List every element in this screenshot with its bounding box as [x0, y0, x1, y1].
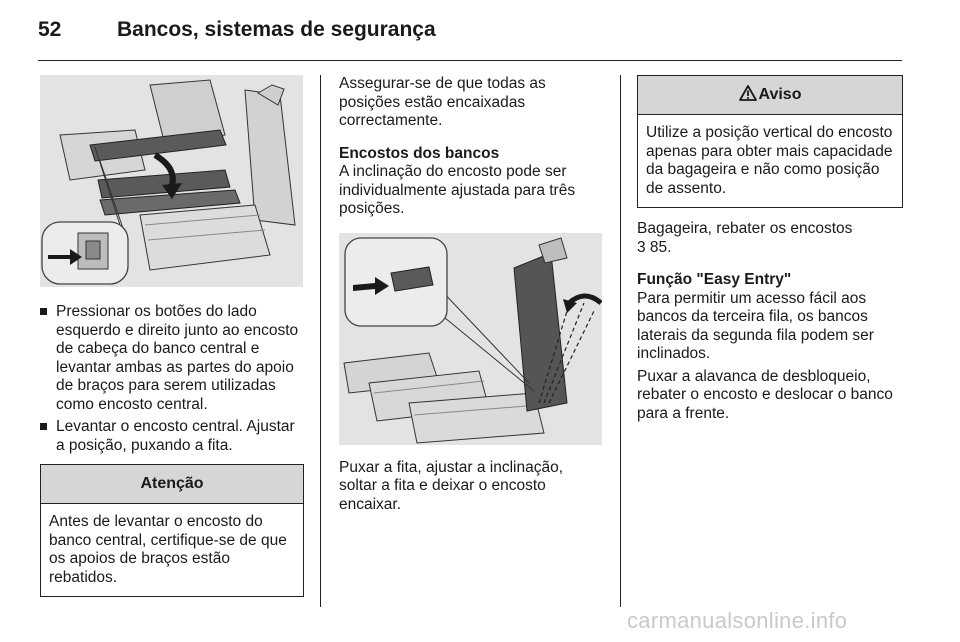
column-middle	[339, 75, 603, 514]
luggage-reference: Bagageira, rebater os encostos 3 85.	[637, 220, 853, 256]
warning-notice-header	[638, 76, 902, 115]
page-number: 52	[38, 18, 62, 41]
list-item: Pressionar os botões do lado esquerdo e direito junto ao encosto de cabeça do banco central e levantar ambas as partes do apoio de braços para serem utilizadas como encosto central.	[40, 303, 304, 414]
column-divider	[620, 75, 621, 607]
easy-entry-paragraph: Para permitir um acesso fácil aos bancos da terceira fila, os bancos laterais da segunda fila podem ser inclinados.	[637, 289, 874, 362]
warning-notice-title: Aviso	[758, 86, 802, 103]
figure-caption: Puxar a fita, ajustar a inclinação, soltar a fita e deixar o encosto encaixar.	[339, 458, 564, 513]
bullet-square-icon	[40, 423, 47, 430]
watermark: carmanualsonline.info	[627, 608, 848, 633]
attention-notice-body: Antes de levantar o encosto do banco central, certifique-se de que os apoios de braços estão rebatidos.	[49, 513, 287, 586]
attention-notice-title: Atenção	[41, 465, 303, 504]
page-reference-link[interactable]: 3 85.	[637, 238, 672, 256]
page-title: Bancos, sistemas de segurança	[117, 18, 436, 41]
header-divider	[38, 60, 902, 61]
attention-notice	[40, 464, 304, 597]
intro-paragraph: Assegurar-se de que todas as posições estão encaixadas correctamente.	[339, 75, 546, 129]
warning-triangle-icon	[739, 78, 757, 116]
backrest-recline-illustration	[339, 233, 602, 445]
section-heading: Função "Easy Entry"	[637, 271, 792, 288]
column-left	[40, 75, 304, 597]
list-item: Levantar o encosto central. Ajustar a posição, puxando a fita.	[40, 418, 304, 455]
easy-entry-instruction: Puxar a alavanca de desbloqueio, rebater o encosto e deslocar o banco para a frente.	[637, 367, 893, 422]
warning-notice	[637, 75, 903, 208]
armrest-seat-illustration	[40, 75, 303, 287]
section-paragraph: A inclinação do encosto pode ser individualmente ajustada para três posições.	[339, 163, 576, 217]
column-divider	[320, 75, 321, 607]
warning-notice-body: Utilize a posição vertical do encosto apenas para obter mais capacidade da bagageira e não como posição de assento.	[646, 124, 893, 197]
instruction-list	[40, 303, 304, 455]
column-right	[637, 75, 903, 423]
section-heading: Encostos dos bancos	[339, 144, 500, 162]
bullet-square-icon	[40, 308, 47, 315]
